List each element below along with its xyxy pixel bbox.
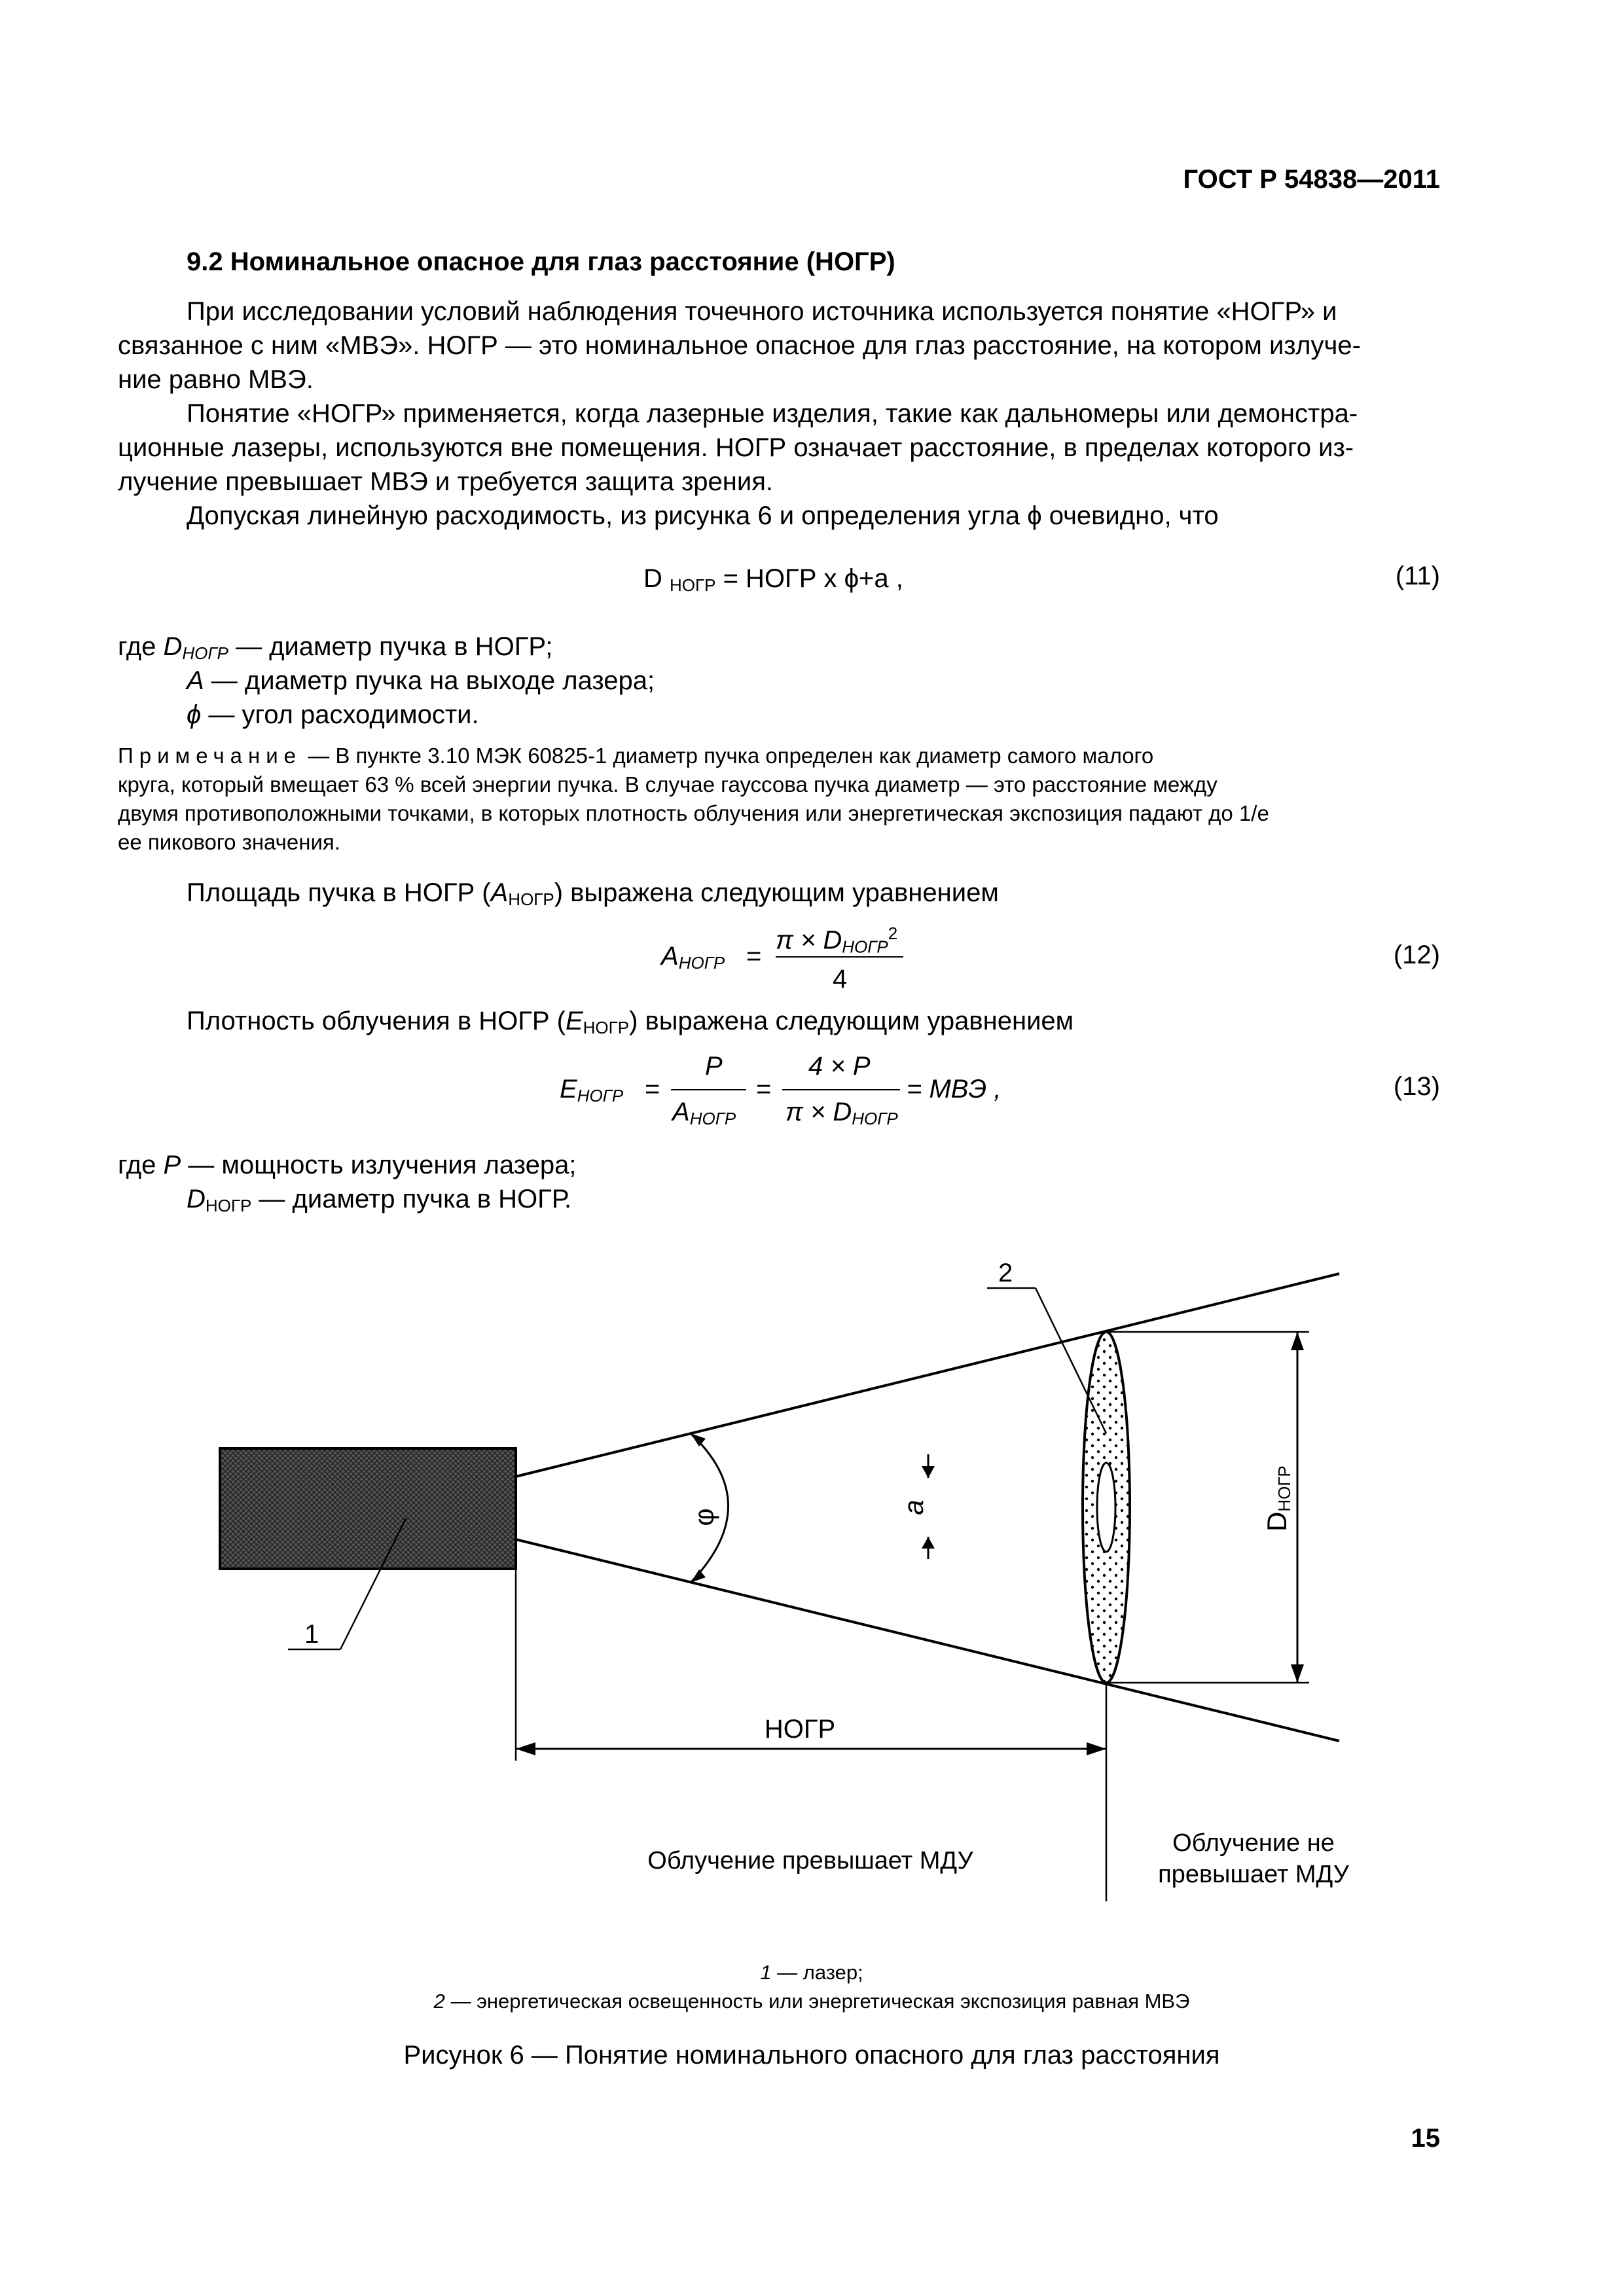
label-phi: φ <box>689 1508 719 1526</box>
eq12-num-sub: НОГР <box>842 937 888 957</box>
eq13-equals-1: = <box>645 1075 660 1103</box>
irr-text-2: ) выражена следующим уравнением <box>629 1007 1074 1035</box>
eq11-lhs-sub: НОГР <box>670 575 716 595</box>
paragraph-2-line-1: Понятие «НОГР» применяется, когда лазерные изделия, такие как дальномеры или демонстра- <box>187 399 1358 428</box>
paragraph-1-line-3: ние равно МВЭ. <box>118 365 314 394</box>
where-prefix: где <box>118 632 164 661</box>
eq13-f2-den-sym: π × D <box>785 1098 852 1126</box>
eq13-equals-2: = <box>756 1075 772 1103</box>
note-text-1: — В пункте 3.10 МЭК 60825-1 диаметр пучка определен как диаметр самого малого <box>308 744 1154 768</box>
nohd-arrow-left <box>516 1742 535 1755</box>
eq12-equals: = <box>746 942 762 971</box>
zone-exceeds-label: Облучение превышает МДУ <box>647 1847 973 1874</box>
equation-11-number: (11) <box>1395 562 1440 590</box>
symbol-d-sub: НОГР <box>182 643 228 663</box>
symbol-a: A <box>187 666 204 695</box>
label-a: a <box>898 1499 929 1515</box>
paragraph-1-line-2: связанное с ним «МВЭ». НОГР — это номинальное опасное для глаз расстояние, на котором излуче- <box>118 331 1361 360</box>
d-arrow-bottom <box>1291 1664 1304 1683</box>
eq11-lhs: D <box>643 564 662 593</box>
d-arrow-top <box>1291 1332 1304 1350</box>
beam-upper-edge <box>516 1274 1339 1477</box>
note-line-2: круга, который вмещает 63 % всей энергии пучка. В случае гауссова пучка диаметр — это расстояние между <box>118 772 1218 797</box>
eq13-f1-den-sym: A <box>672 1098 690 1126</box>
where2-prefix: где <box>118 1151 164 1179</box>
paragraph-3: Допуская линейную расходимость, из рисунка 6 и определения угла ϕ очевидно, что <box>187 501 1219 530</box>
irr-symbol: E <box>565 1007 583 1035</box>
beam-lower-edge <box>516 1539 1339 1741</box>
paragraph-2-line-3: лучение превышает МВЭ и требуется защита зрения. <box>118 467 773 496</box>
symbol-d2: D <box>187 1185 206 1213</box>
legend-item-2 <box>118 1990 1506 2013</box>
label-nohd: НОГР <box>764 1715 836 1744</box>
symbol-phi: ϕ <box>187 700 202 729</box>
eq12-lhs-sub: НОГР <box>678 953 725 973</box>
eq12-lhs: A <box>661 942 679 971</box>
eq12-num: π × D <box>776 925 842 955</box>
angle-arc <box>691 1433 729 1583</box>
a-arrow-top <box>922 1466 935 1478</box>
eq13-f1-den-sub: НОГР <box>689 1109 736 1128</box>
arc-arrow-bottom <box>691 1570 706 1583</box>
where2-text-1: — мощность излучения лазера; <box>181 1151 577 1179</box>
eq13-f1-num: P <box>705 1052 723 1081</box>
eq13-lhs-sub: НОГР <box>577 1086 624 1105</box>
equation-12-number: (12) <box>1393 941 1440 969</box>
paragraph-1-line-1: При исследовании условий наблюдения точечного источника используется понятие «НОГР» и <box>187 297 1337 326</box>
irr-text-1: Плотность облучения в НОГР ( <box>187 1007 566 1035</box>
note-line-3: двумя противоположными точками, в которых плотность облучения или энергетическая экспозиция падают до 1/e <box>118 801 1269 825</box>
a-arrow-bottom <box>922 1537 935 1549</box>
area-text-2: ) выражена следующим уравнением <box>554 878 999 907</box>
eq13-f2-den-sub: НОГР <box>852 1109 898 1128</box>
zone-not-exceeds-line-2: превышает МДУ <box>1158 1861 1349 1888</box>
legend-2-num: 2 <box>433 1990 445 2013</box>
symbol-d: D <box>163 632 183 661</box>
legend-item-1 <box>118 1961 1506 1984</box>
note-label: Примечание <box>118 744 302 768</box>
symbol-p: P <box>163 1151 181 1179</box>
section-title: 9.2 Номинальное опасное для глаз расстояние (НОГР) <box>187 247 895 276</box>
eq11-rhs: = НОГР x ϕ+a , <box>723 564 903 593</box>
label-d-sub: НОГР <box>1274 1465 1294 1512</box>
eq12-num-sup: 2 <box>888 924 898 943</box>
note-line-4: ее пикового значения. <box>118 830 340 854</box>
label-d-main: D <box>1261 1511 1292 1532</box>
document-header: ГОСТ Р 54838—2011 <box>1183 165 1440 194</box>
zone-not-exceeds-line-1: Облучение не <box>1172 1829 1335 1857</box>
eq13-lhs: E <box>560 1075 577 1103</box>
symbol-d2-sub: НОГР <box>205 1196 252 1215</box>
label-d <box>1261 1465 1294 1532</box>
where-1-text: — диаметр пучка в НОГР; <box>228 632 553 661</box>
laser-body <box>220 1448 516 1569</box>
label-1: 1 <box>304 1620 319 1649</box>
beam-exit-aperture <box>1097 1463 1115 1552</box>
legend-2-text: — энергетическая освещенность или энергетическая экспозиция равная МВЭ <box>444 1990 1190 2013</box>
eq13-rhs: = МВЭ , <box>907 1075 1001 1103</box>
figure-caption: Рисунок 6 — Понятие номинального опасного для глаз расстояния <box>403 2041 1220 2070</box>
label-2: 2 <box>998 1259 1013 1287</box>
eq12-denominator: 4 <box>833 965 848 994</box>
arc-arrow-top <box>691 1433 706 1446</box>
equation-13-number: (13) <box>1393 1072 1440 1101</box>
where-2-text: — диаметр пучка на выходе лазера; <box>204 666 655 695</box>
paragraph-2-line-2: ционные лазеры, используются вне помещения. НОГР означает расстояние, в пределах которого из- <box>118 433 1354 462</box>
legend-1-text: — лазер; <box>771 1961 863 1984</box>
area-text-1: Площадь пучка в НОГР ( <box>187 878 491 907</box>
page-number: 15 <box>1411 2124 1440 2153</box>
area-symbol: A <box>490 878 509 907</box>
irr-symbol-sub: НОГР <box>583 1018 630 1037</box>
nohd-arrow-right <box>1087 1742 1106 1755</box>
area-symbol-sub: НОГР <box>508 889 554 909</box>
where2-text-2: — диаметр пучка в НОГР. <box>251 1185 572 1213</box>
eq13-f2-num: 4 × P <box>808 1052 871 1081</box>
legend-1-num: 1 <box>760 1961 772 1984</box>
where-3-text: — угол расходимости. <box>201 700 479 729</box>
